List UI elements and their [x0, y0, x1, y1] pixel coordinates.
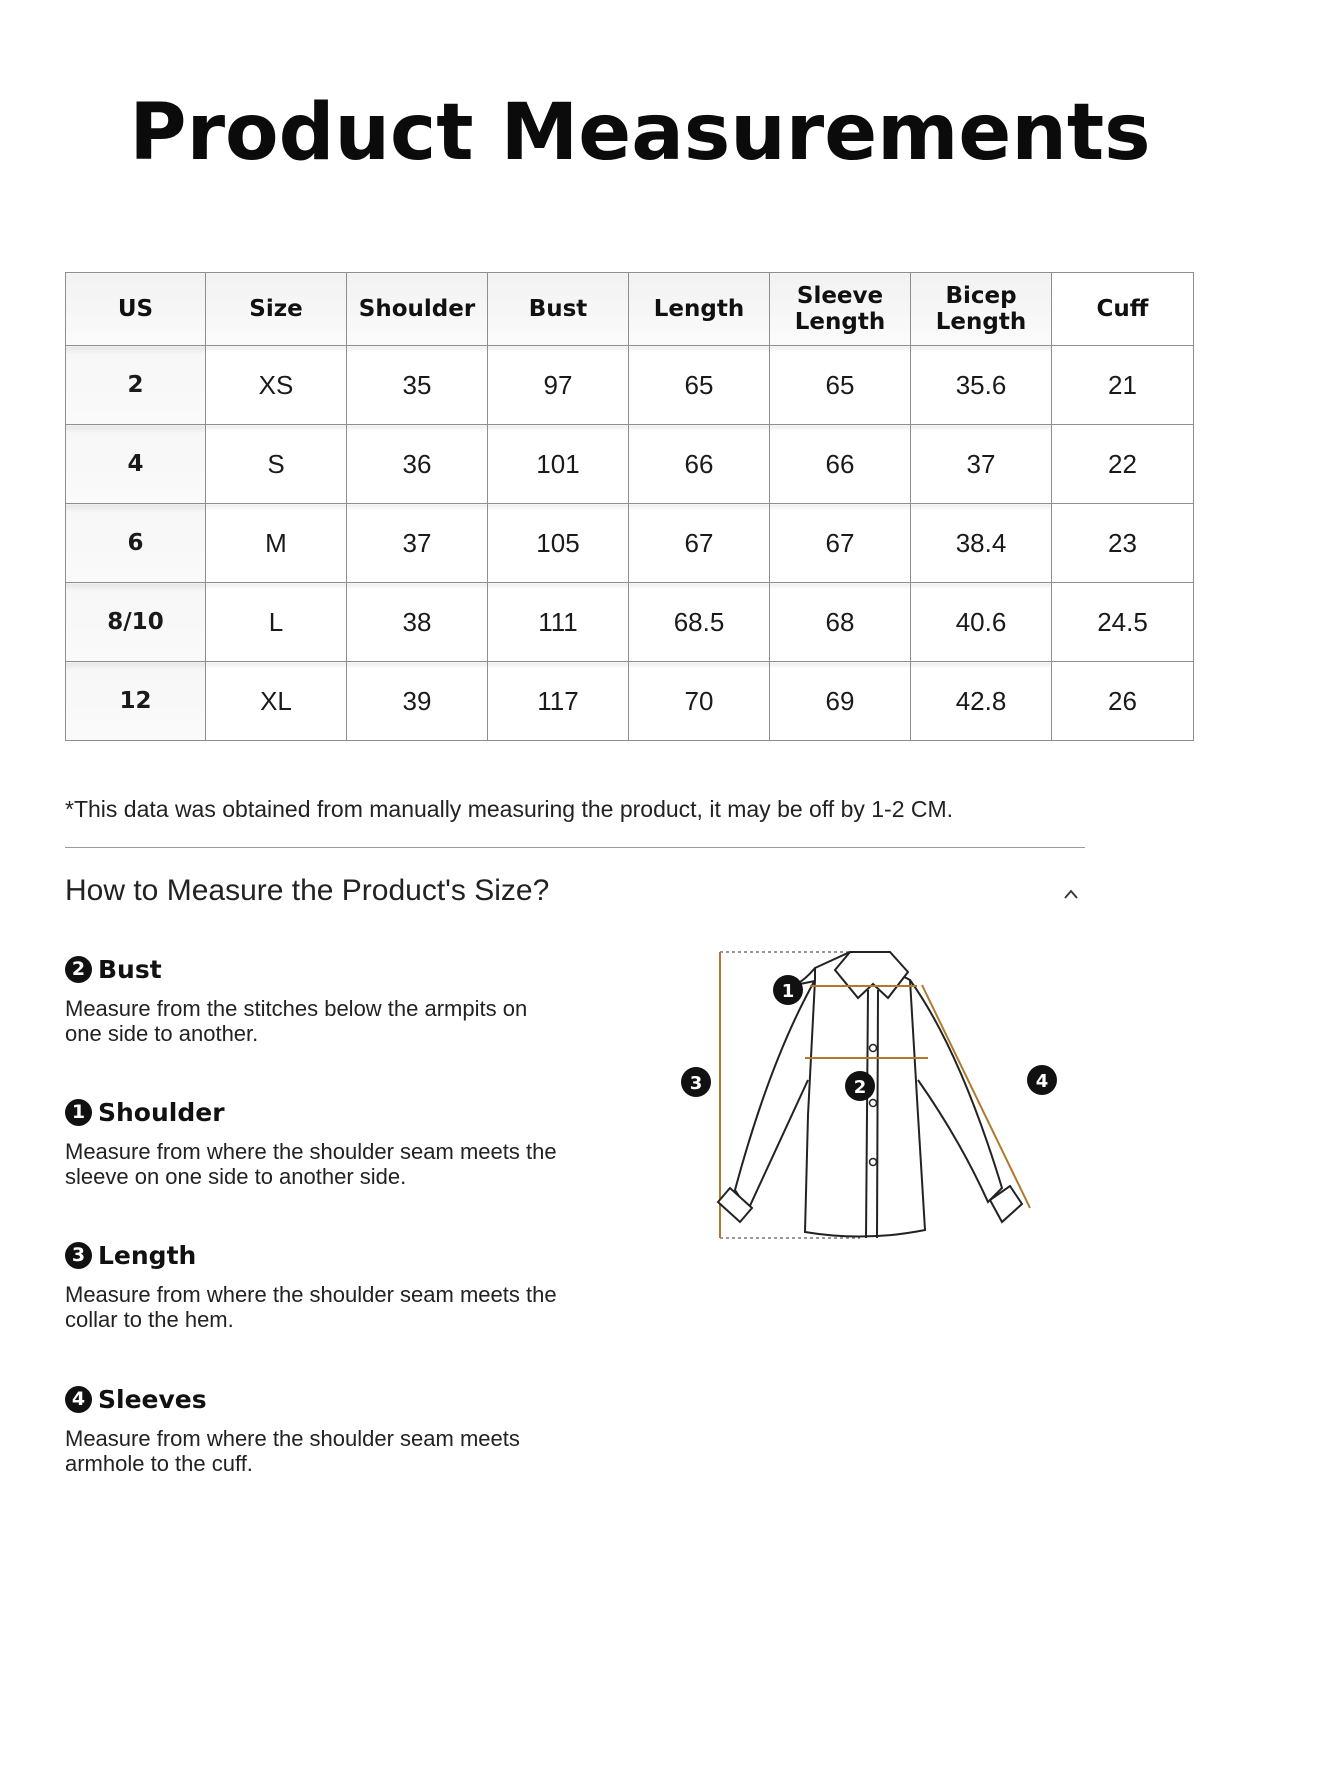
- cell-shoulder: 38: [347, 583, 488, 662]
- svg-text:1: 1: [781, 981, 795, 1002]
- cell-cuff: 23: [1052, 504, 1194, 583]
- cell-us: 2: [66, 346, 206, 425]
- cell-shoulder: 39: [347, 662, 488, 741]
- instruction-title: Shoulder: [98, 1097, 225, 1127]
- cell-bicep-length: 38.4: [911, 504, 1052, 583]
- header-bust: Bust: [488, 273, 629, 346]
- shirt-diagram-icon: [660, 940, 1080, 1260]
- instruction-shoulder: [65, 1095, 565, 1189]
- svg-text:3: 3: [689, 1073, 703, 1094]
- marker-4: [1027, 1065, 1057, 1095]
- size-chart-table: [65, 272, 1194, 741]
- chevron-up-icon[interactable]: [1063, 886, 1079, 902]
- marker-2: [845, 1071, 875, 1101]
- cell-bust: 105: [488, 504, 629, 583]
- cell-cuff: 26: [1052, 662, 1194, 741]
- cell-sleeve-length: 65: [770, 346, 911, 425]
- instruction-bust: [65, 952, 565, 1046]
- cell-length: 67: [629, 504, 770, 583]
- cell-cuff: 21: [1052, 346, 1194, 425]
- instruction-title: Bust: [98, 954, 162, 984]
- cell-size: S: [206, 425, 347, 504]
- measurement-disclaimer: *This data was obtained from manually measuring the product, it may be off by 1-2 CM.: [65, 796, 954, 822]
- cell-bust: 97: [488, 346, 629, 425]
- page-title: Product Measurements: [129, 88, 1151, 178]
- cell-length: 70: [629, 662, 770, 741]
- sleeve-measure-line: [922, 985, 1030, 1208]
- cell-bicep-length: 40.6: [911, 583, 1052, 662]
- cell-bicep-length: 35.6: [911, 346, 1052, 425]
- cell-shoulder: 35: [347, 346, 488, 425]
- cell-size: L: [206, 583, 347, 662]
- marker-3: [681, 1067, 711, 1097]
- cell-cuff: 24.5: [1052, 583, 1194, 662]
- header-length: Length: [629, 273, 770, 346]
- cell-sleeve-length: 67: [770, 504, 911, 583]
- instruction-description: Measure from where the shoulder seam meets the collar to the hem.: [65, 1282, 557, 1332]
- cell-bicep-length: 37: [911, 425, 1052, 504]
- instruction-length: [65, 1238, 565, 1332]
- instruction-description: Measure from the stitches below the armpits on one side to another.: [65, 996, 528, 1046]
- header-cuff: Cuff: [1052, 273, 1194, 346]
- cell-cuff: 22: [1052, 425, 1194, 504]
- cell-us: 8/10: [66, 583, 206, 662]
- cell-shoulder: 37: [347, 504, 488, 583]
- number-2-badge: 2: [65, 956, 92, 983]
- cell-bicep-length: 42.8: [911, 662, 1052, 741]
- header-size: Size: [206, 273, 347, 346]
- instruction-title: Length: [98, 1240, 197, 1270]
- section-divider: [65, 847, 1085, 848]
- cell-shoulder: 36: [347, 425, 488, 504]
- cell-us: 6: [66, 504, 206, 583]
- header-bicep-length: Bicep Length: [911, 273, 1052, 346]
- cell-sleeve-length: 66: [770, 425, 911, 504]
- marker-1: [773, 975, 803, 1005]
- number-4-badge: 4: [65, 1386, 92, 1413]
- instruction-title: Sleeves: [98, 1384, 207, 1414]
- header-shoulder: Shoulder: [347, 273, 488, 346]
- cell-bust: 101: [488, 425, 629, 504]
- instruction-description: Measure from where the shoulder seam meets armhole to the cuff.: [65, 1426, 520, 1476]
- table-row: [66, 504, 1194, 583]
- instruction-description: Measure from where the shoulder seam meets the sleeve on one side to another side.: [65, 1139, 557, 1189]
- cell-length: 66: [629, 425, 770, 504]
- cell-us: 12: [66, 662, 206, 741]
- cell-us: 4: [66, 425, 206, 504]
- cell-bust: 111: [488, 583, 629, 662]
- cell-size: XL: [206, 662, 347, 741]
- table-row: [66, 346, 1194, 425]
- table-row: [66, 583, 1194, 662]
- cell-bust: 117: [488, 662, 629, 741]
- number-1-badge: 1: [65, 1099, 92, 1126]
- cell-length: 68.5: [629, 583, 770, 662]
- table-header-row: [66, 273, 1194, 346]
- cell-length: 65: [629, 346, 770, 425]
- header-us: US: [66, 273, 206, 346]
- number-3-badge: 3: [65, 1242, 92, 1269]
- table-row: [66, 662, 1194, 741]
- svg-text:4: 4: [1035, 1071, 1049, 1092]
- svg-text:2: 2: [853, 1077, 867, 1098]
- cell-size: M: [206, 504, 347, 583]
- how-to-measure-title[interactable]: How to Measure the Product's Size?: [65, 874, 550, 907]
- table-row: [66, 425, 1194, 504]
- cell-sleeve-length: 68: [770, 583, 911, 662]
- cell-sleeve-length: 69: [770, 662, 911, 741]
- cell-size: XS: [206, 346, 347, 425]
- instruction-sleeves: [65, 1382, 565, 1476]
- header-sleeve-length: Sleeve Length: [770, 273, 911, 346]
